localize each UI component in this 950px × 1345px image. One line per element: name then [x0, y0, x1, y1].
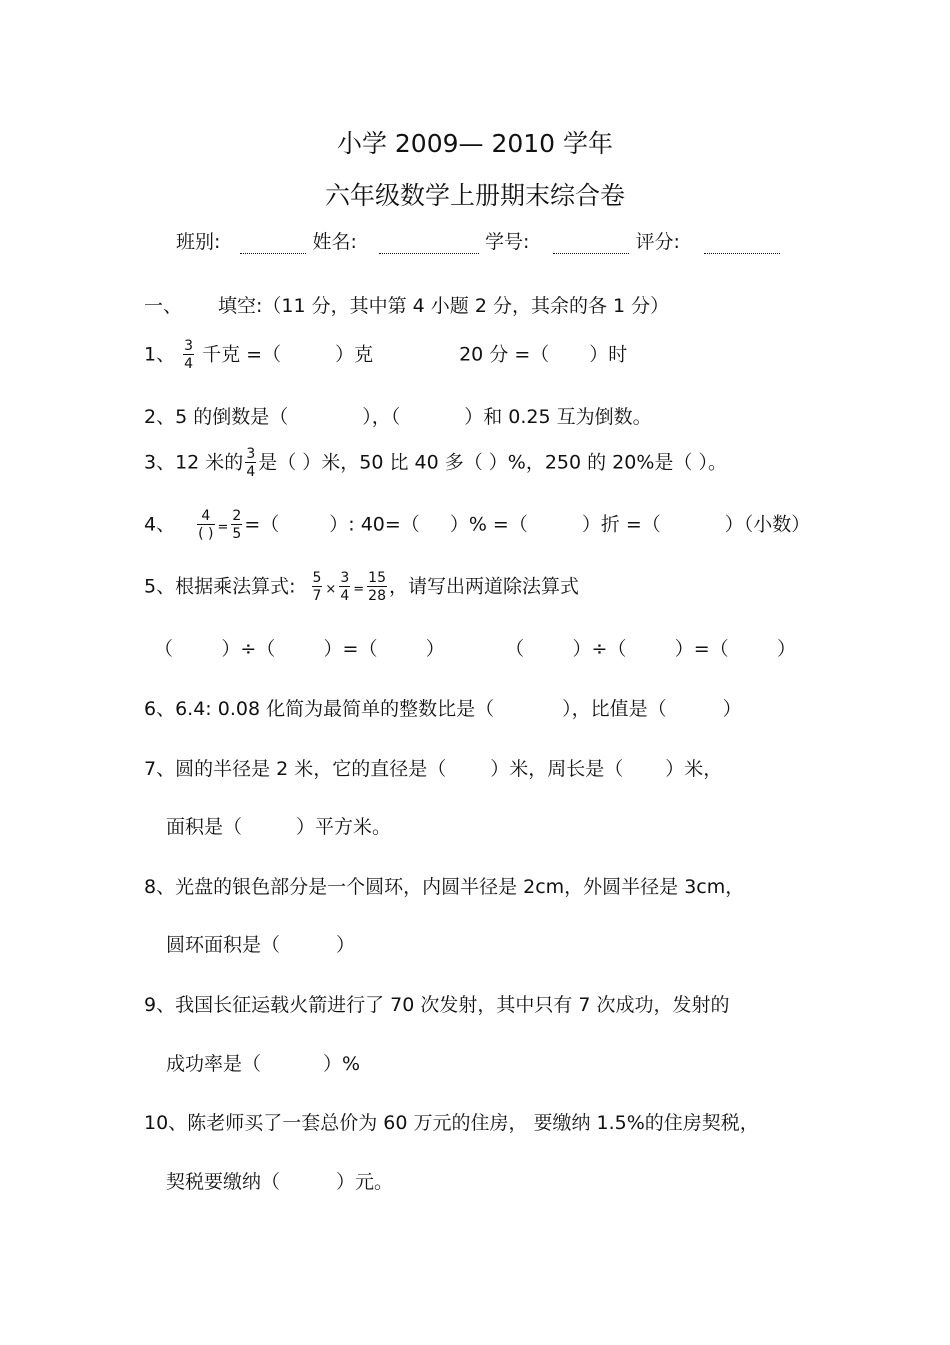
section-title: 填空:（11 分，其中第 4 小题 2 分，其余的各 1 分） — [218, 295, 670, 317]
student-info-row — [176, 230, 780, 254]
q4-text-b: ）: 40=（ — [329, 513, 420, 536]
fraction: $\frac{4}{( )}$ — [198, 508, 214, 542]
question-number: 8、 — [144, 876, 176, 898]
q4-text-e: ）（小数） — [724, 513, 811, 536]
question-6 — [144, 697, 742, 721]
question-9-continued — [166, 1052, 360, 1076]
q2-text-c: ）和 0.25 互为倒数。 — [464, 406, 652, 428]
class-label: 班别: — [176, 231, 221, 253]
q7-text-d: 面积是（ — [166, 816, 243, 838]
question-2 — [144, 405, 652, 429]
fraction: $\frac{3}{4}$ — [246, 446, 256, 480]
q5-text-b: ，请写出两道除法算式 — [388, 575, 579, 598]
q7-text-c: ）米， — [665, 758, 723, 780]
question-4 — [144, 508, 810, 542]
q8-text-c: ） — [336, 934, 356, 956]
question-10 — [144, 1111, 759, 1135]
q6-text-b: ），比值是（ — [562, 698, 667, 720]
q7-text-b: ）米，周长是（ — [490, 758, 624, 780]
q9-text-a: 我国长征运载火箭进行了 70 次发射，其中只有 7 次成功，发射的 — [175, 994, 730, 1016]
q1-text-d: ）时 — [589, 343, 628, 366]
q10-text-c: ）元。 — [336, 1171, 394, 1193]
q1-text-b: ）克 — [335, 343, 374, 366]
q3-text-b: 是（ ）米，50 比 40 多（ ）%，250 的 20%是（ ）。 — [258, 451, 727, 474]
q4-text-d: ）折 =（ — [581, 513, 661, 536]
question-7 — [144, 757, 722, 781]
q6-text-a: 6.4: 0.08 化简为最简单的整数比是（ — [175, 698, 495, 720]
section-number: 一、 — [144, 295, 183, 317]
q9-text-c: ）% — [323, 1053, 361, 1075]
fraction: $\frac{5}{7}$ — [312, 570, 322, 604]
section-heading — [144, 294, 669, 318]
q8-text-b: 圆环面积是（ — [166, 934, 281, 956]
q3-text-a: 12 米的 — [175, 451, 244, 474]
fraction: $\frac{2}{5}$ — [232, 508, 242, 542]
exam-title: 六年级数学上册期末综合卷 — [324, 181, 625, 210]
question-number: 1、 — [144, 343, 176, 366]
question-number: 3、 — [144, 451, 176, 474]
q4-text-a: =（ — [244, 513, 280, 536]
exam-school-year-title: 小学 2009— 2010 学年 — [336, 129, 614, 158]
question-number: 4、 — [144, 513, 176, 536]
q7-text-a: 圆的半径是 2 米，它的直径是（ — [175, 758, 447, 780]
q9-text-b: 成功率是（ — [166, 1053, 262, 1075]
question-8 — [144, 875, 744, 899]
equals-sign: = — [353, 581, 365, 597]
score-label: 评分: — [635, 231, 680, 253]
question-3 — [144, 446, 727, 480]
score-blank[interactable] — [704, 237, 780, 254]
student-number-blank[interactable] — [553, 237, 629, 254]
q2-text-a: 5 的倒数是（ — [175, 406, 289, 428]
fraction: $\frac{15}{28}$ — [368, 570, 386, 604]
q4-text-c: ）% =（ — [449, 513, 528, 536]
q8-text-a: 光盘的银色部分是一个圆环，内圆半径是 2cm，外圆半径是 3cm， — [175, 876, 745, 898]
question-number: 6、 — [144, 698, 176, 720]
q5-division-blanks[interactable]: （ ）÷（ ）=（ ） （ ）÷（ ）=（ ） — [154, 638, 796, 660]
question-9 — [144, 993, 730, 1017]
question-1 — [144, 338, 627, 372]
q5-text-a: 根据乘法算式: — [175, 575, 296, 598]
q1-text-a: 千克 =（ — [202, 343, 282, 366]
student-number-label: 学号: — [485, 231, 530, 253]
question-7-continued — [166, 815, 391, 839]
question-number: 10、 — [144, 1112, 188, 1134]
fraction: $\frac{3}{4}$ — [184, 338, 194, 372]
q2-text-b: ），（ — [362, 406, 401, 428]
q10-text-b: 契税要缴纳（ — [166, 1171, 281, 1193]
question-10-continued — [166, 1170, 393, 1194]
class-blank[interactable] — [240, 237, 306, 254]
name-blank[interactable] — [379, 237, 479, 254]
question-number: 9、 — [144, 994, 176, 1016]
q7-text-e: ）平方米。 — [296, 816, 392, 838]
fraction: $\frac{3}{4}$ — [340, 570, 350, 604]
equals-sign: = — [217, 519, 229, 535]
question-number: 7、 — [144, 758, 176, 780]
q6-text-c: ） — [722, 698, 742, 720]
question-number: 2、 — [144, 406, 176, 428]
question-number: 5、 — [144, 575, 176, 598]
times-sign: × — [325, 581, 337, 597]
question-8-continued — [166, 933, 355, 957]
question-5 — [144, 570, 579, 604]
q1-text-c: 20 分 =（ — [459, 343, 550, 366]
q10-text-a: 陈老师买了一套总价为 60 万元的住房， 要缴纳 1.5%的住房契税， — [187, 1112, 759, 1134]
name-label: 姓名: — [312, 231, 357, 253]
